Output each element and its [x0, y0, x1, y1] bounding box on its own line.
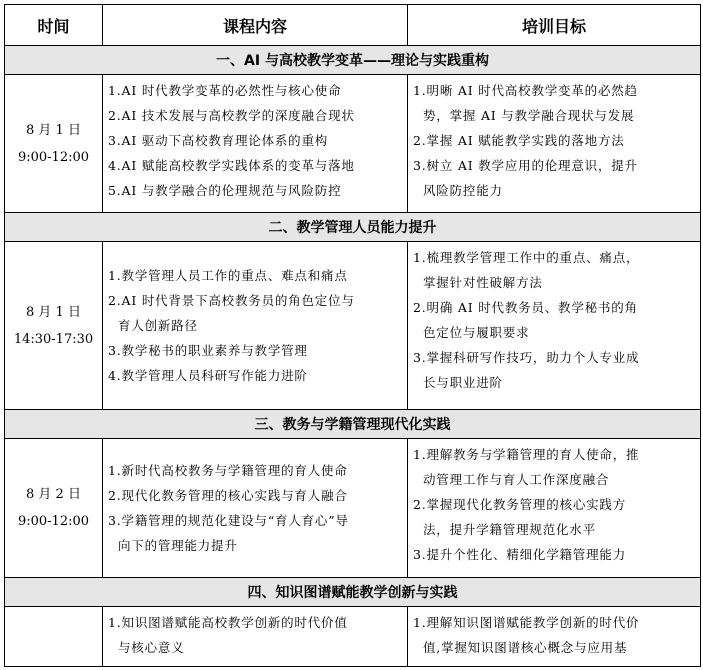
header-content: 课程内容 — [103, 5, 408, 46]
goal-item-line: 掌握针对性破解方法 — [423, 275, 543, 290]
course-item — [108, 458, 405, 483]
goal-item-line: 动管理工作与育人工作深度融合 — [423, 472, 610, 487]
course-item — [108, 153, 405, 178]
goal-item-line: 2.掌握现代化教务管理的核心实践方 — [413, 497, 627, 512]
course-item-line: 5.AI 与教学融合的伦理规范与风险防控 — [108, 183, 342, 198]
course-item-line: 与核心意义 — [118, 640, 185, 655]
course-item-line: 1.AI 时代教学变革的必然性与核心使命 — [108, 83, 342, 98]
goal-item-line: 2.明确 AI 时代教务员、教学秘书的角 — [413, 300, 638, 315]
goal-item-line: 3.掌握科研写作技巧，助力个人专业成 — [413, 350, 640, 365]
section-header-row — [5, 46, 701, 75]
goal-item-line: 1.梳理教学管理工作中的重点、痛点， — [413, 250, 640, 265]
goal-item-line: 1.理解知识图谱赋能教学创新的时代价 — [413, 615, 640, 630]
course-item — [108, 178, 405, 203]
session-hours: 9:00-12:00 — [17, 149, 90, 165]
section-title: 三、教务与学籍管理现代化实践 — [5, 410, 701, 439]
training-goal-cell — [408, 439, 701, 578]
course-item-line: 2.AI 技术发展与高校教学的深度融合现状 — [108, 108, 355, 123]
goal-item-line: 1.理解教务与学籍管理的育人使命，推 — [413, 447, 640, 462]
section-title: 一、AI 与高校教学变革——理论与实践重构 — [5, 46, 701, 75]
session-time-cell — [5, 242, 103, 410]
goal-item — [413, 78, 698, 128]
course-item-line: 3.学籍管理的规范化建设与“育人育心”导 — [108, 513, 349, 528]
goal-item — [413, 128, 698, 153]
course-item-line: 1.新时代高校教务与学籍管理的育人使命 — [108, 463, 348, 478]
goal-item-line: 2.掌握 AI 赋能教学实践的落地方法 — [413, 133, 625, 148]
course-item-line: 1.教学管理人员工作的重点、难点和痛点 — [108, 268, 348, 283]
course-item — [108, 610, 405, 660]
goal-item-line: 值,掌握知识图谱核心概念与应用基 — [423, 640, 628, 655]
course-item-line: 1.知识图谱赋能高校教学创新的时代价值 — [108, 615, 348, 630]
course-item-line: 4.AI 赋能高校教学实践体系的变革与落地 — [108, 158, 355, 173]
course-content-cell — [103, 607, 408, 667]
course-item — [108, 263, 405, 288]
course-content-cell — [103, 439, 408, 578]
section-body-row — [5, 242, 701, 410]
goal-item — [413, 345, 698, 395]
training-goal-cell — [408, 607, 701, 667]
goal-item-line: 3.提升个性化、精细化学籍管理能力 — [413, 547, 627, 562]
section-title: 四、知识图谱赋能教学创新与实践 — [5, 578, 701, 607]
course-item — [108, 363, 405, 388]
section-body-row — [5, 75, 701, 213]
course-item-line: 育人创新路径 — [118, 318, 198, 333]
goal-item-line: 长与职业进阶 — [423, 375, 503, 390]
course-item — [108, 103, 405, 128]
goal-item — [413, 245, 698, 295]
session-hours: 14:30-17:30 — [13, 331, 94, 347]
course-item-line: 3.AI 驱动下高校教育理论体系的重构 — [108, 133, 329, 148]
goal-item — [413, 295, 698, 345]
training-goal-cell — [408, 242, 701, 410]
course-content-cell — [103, 75, 408, 213]
section-body-row — [5, 439, 701, 578]
session-date: 8 月 1 日 — [26, 304, 81, 320]
course-item-line: 2.现代化教务管理的核心实践与育人融合 — [108, 488, 348, 503]
goal-item — [413, 610, 698, 660]
session-time-cell — [5, 75, 103, 213]
header-time: 时间 — [5, 5, 103, 46]
goal-item — [413, 442, 698, 492]
goal-item — [413, 492, 698, 542]
section-header-row — [5, 213, 701, 242]
session-time-cell — [5, 439, 103, 578]
session-hours: 9:00-12:00 — [17, 514, 90, 529]
course-item-line: 4.教学管理人员科研写作能力进阶 — [108, 368, 308, 383]
course-item-line: 向下的管理能力提升 — [118, 538, 238, 553]
course-item — [108, 78, 405, 103]
course-item — [108, 128, 405, 153]
course-item — [108, 288, 405, 338]
training-schedule-table — [4, 4, 701, 667]
header-goal: 培训目标 — [408, 5, 701, 46]
section-header-row — [5, 410, 701, 439]
goal-item-line: 1.明晰 AI 时代高校教学变革的必然趋 — [413, 83, 638, 98]
goal-item-line: 风险防控能力 — [423, 183, 503, 198]
session-time-cell — [5, 607, 103, 667]
training-goal-cell — [408, 75, 701, 213]
section-title: 二、教学管理人员能力提升 — [5, 213, 701, 242]
goal-item-line: 色定位与履职要求 — [423, 325, 530, 340]
table-header-row — [5, 5, 701, 46]
session-date: 8 月 2 日 — [26, 487, 81, 502]
goal-item — [413, 542, 698, 567]
course-item-line: 3.教学秘书的职业素养与教学管理 — [108, 343, 308, 358]
course-content-cell — [103, 242, 408, 410]
course-item — [108, 483, 405, 508]
goal-item-line: 3.树立 AI 教学应用的伦理意识，提升 — [413, 158, 638, 173]
course-item — [108, 508, 405, 558]
goal-item-line: 法，提升学籍管理规范化水平 — [423, 522, 596, 537]
goal-item-line: 势，掌握 AI 与教学融合现状与发展 — [423, 108, 635, 123]
course-item — [108, 338, 405, 363]
section-header-row — [5, 578, 701, 607]
section-body-row — [5, 607, 701, 667]
course-item-line: 2.AI 时代背景下高校教务员的角色定位与 — [108, 293, 355, 308]
session-date: 8 月 1 日 — [26, 122, 81, 138]
goal-item — [413, 153, 698, 203]
